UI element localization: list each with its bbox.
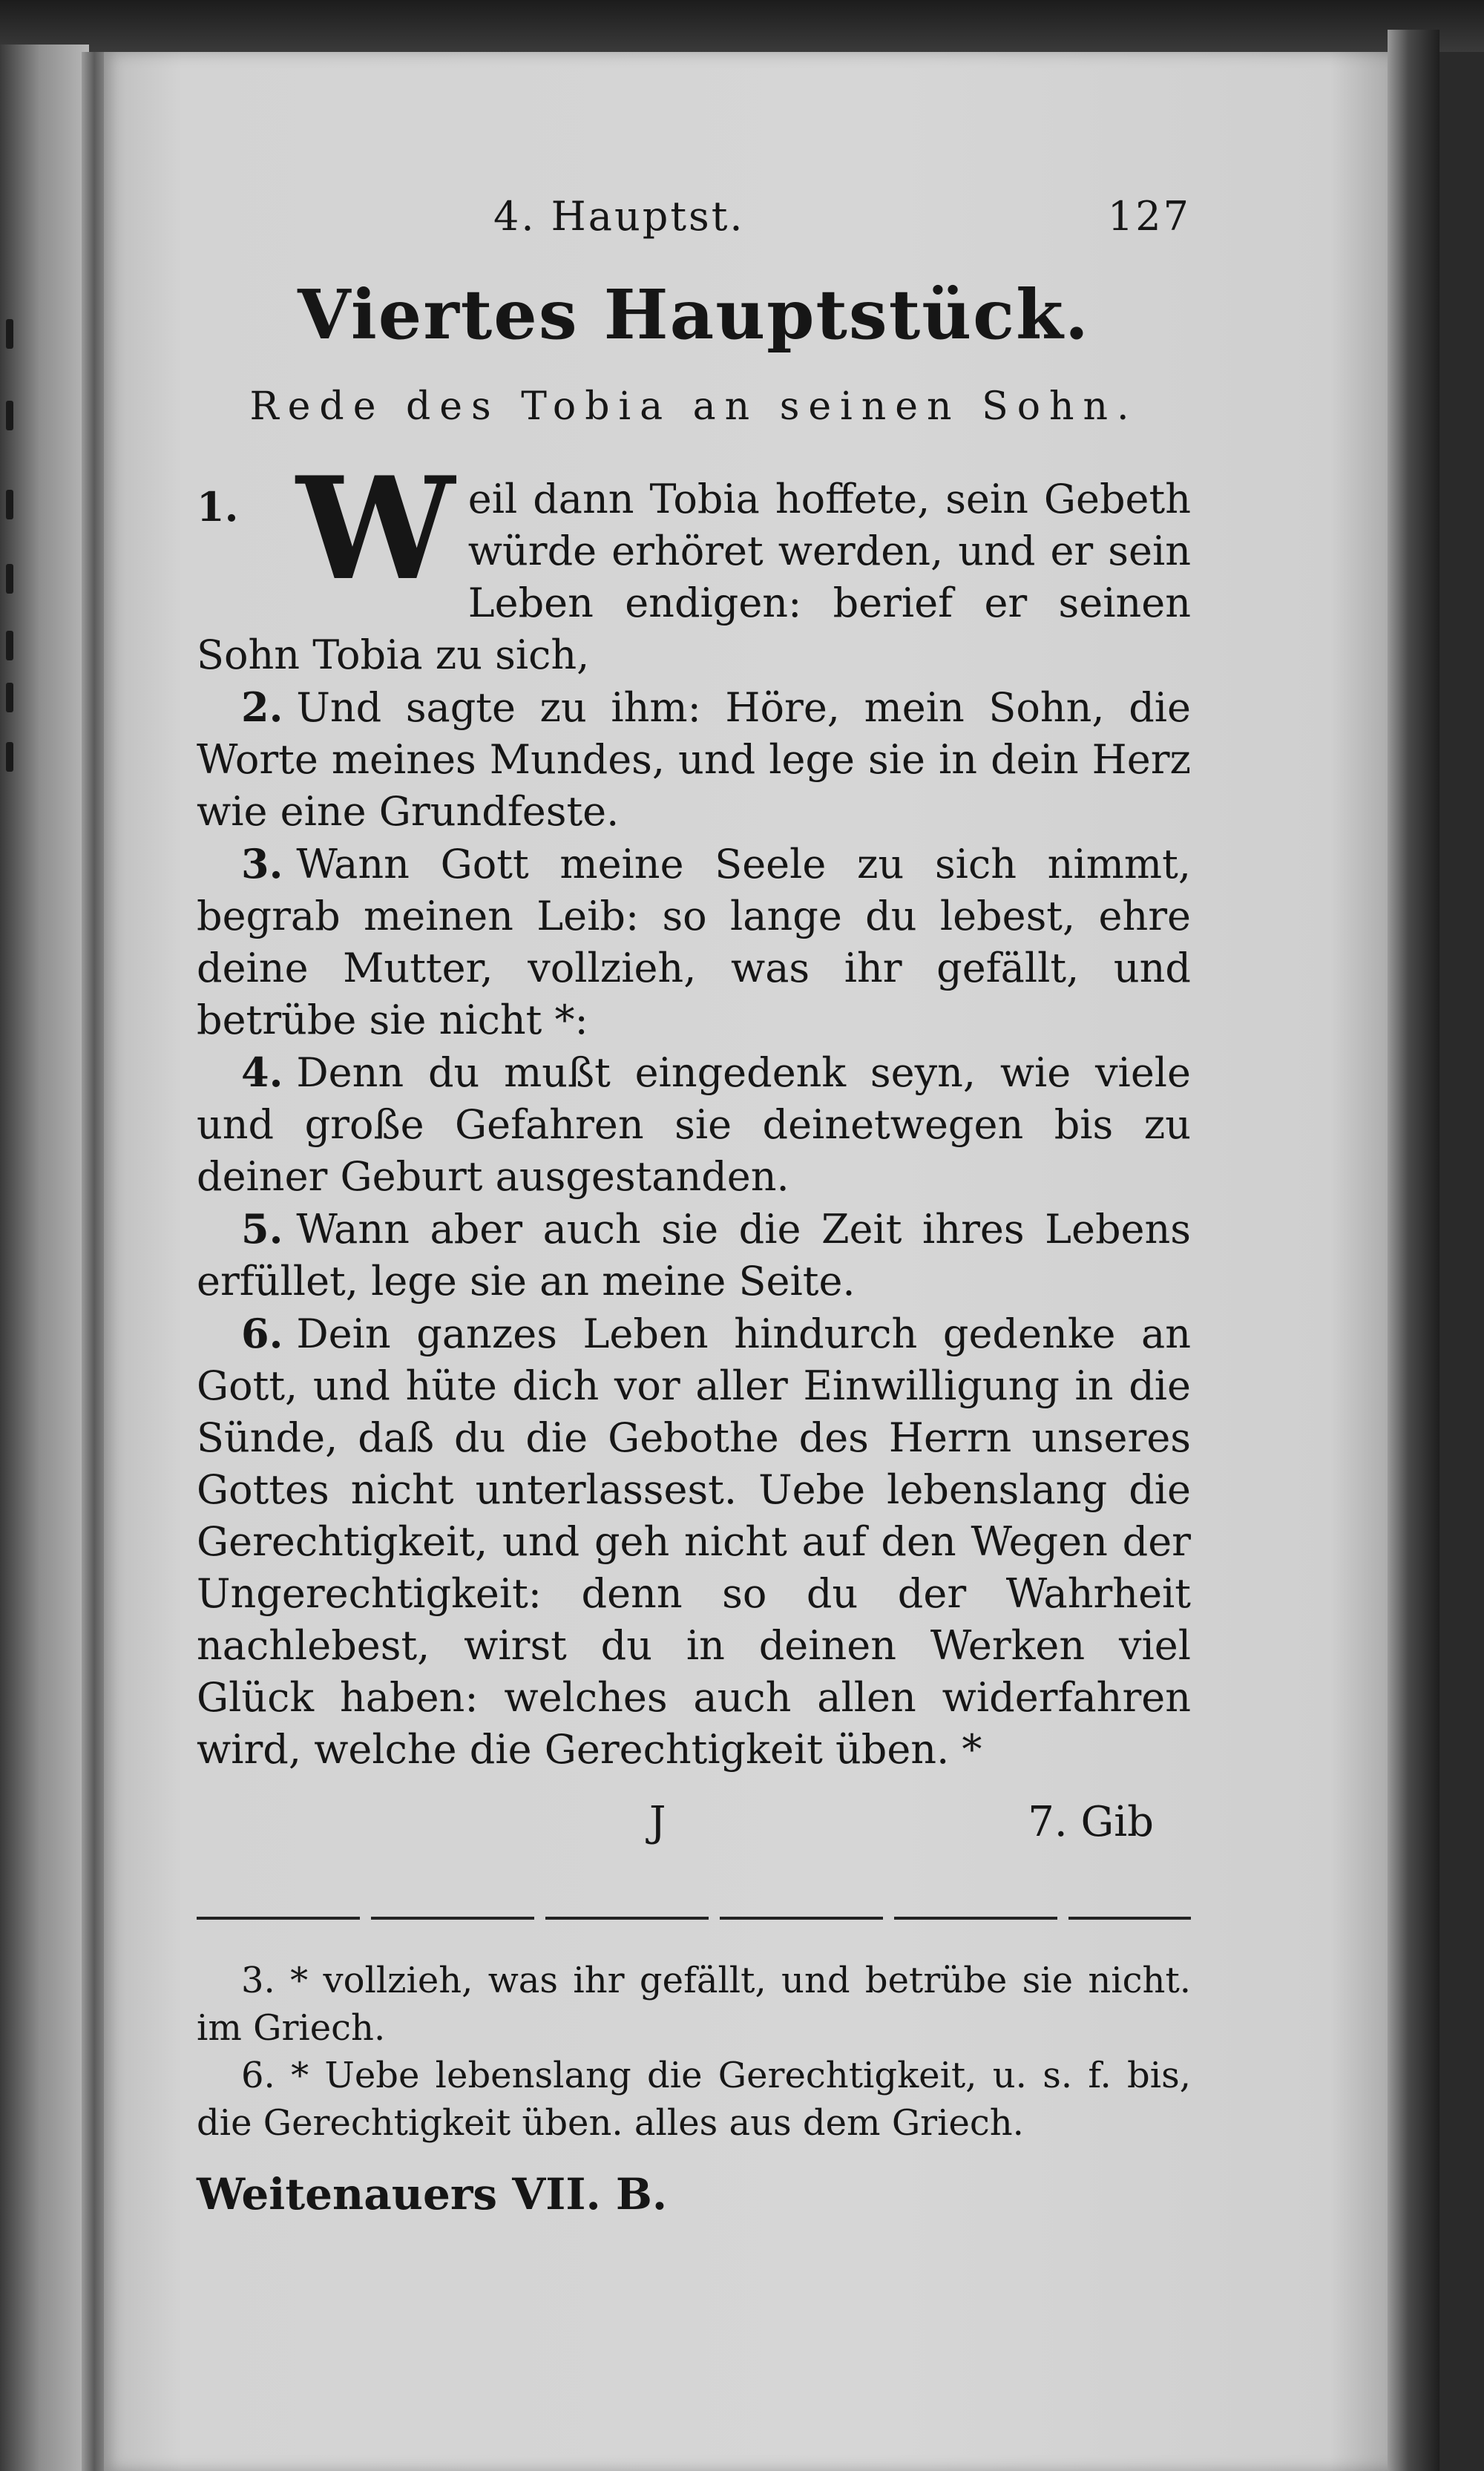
footnote-6: 6. * Uebe lebenslang die Gerechtigkeit, u. s. f. bis, die Gerechtigkeit üben. alles aus dem Griech. (197, 2055, 1191, 2144)
verse-number: 1. (197, 483, 239, 531)
left-page-text-remnants (6, 45, 28, 2471)
verse-2 (197, 681, 1191, 838)
verse-number: 3. (241, 840, 283, 887)
verse-number: 4. (241, 1049, 283, 1096)
footnote-3: 3. * vollzieh, was ihr gefällt, und betrübe sie nicht. im Griech. (197, 1960, 1191, 2049)
scan-top-border (0, 0, 1484, 52)
signature-mark: J (649, 1798, 666, 1846)
verse-text: Denn du mußt eingedenk seyn, wie viele und große Gefahren sie deinetwegen bis zu deiner Geburt ausgestanden. (197, 1049, 1191, 1200)
verse-5 (197, 1203, 1191, 1307)
verse-1 (197, 446, 1191, 681)
page-fore-edge (1388, 30, 1439, 2471)
left-page-edge (0, 45, 89, 2471)
drop-cap: W (296, 446, 455, 611)
catchword: 7. Gib (1028, 1798, 1154, 1846)
verse-text: eil dann Tobia hoffete, sein Gebeth würde erhöret werden, und er sein Leben endigen: berief er seinen Sohn Tobia zu sich, (197, 476, 1191, 678)
verse-text: Wann Gott meine Seele zu sich nimmt, begrab meinen Leib: so lange du lebest, ehre deine Mutter, vollzieh, was ihr gefällt, und betrübe sie nicht *: (197, 841, 1191, 1043)
verse-4 (197, 1046, 1191, 1203)
running-head-title: 4. Hauptst. (493, 193, 745, 240)
verse-text: Und sagte zu ihm: Höre, mein Sohn, die Worte meines Mundes, und lege sie in dein Herz wie eine Grundfeste. (197, 684, 1191, 835)
chapter-subtitle: Rede des Tobia an seinen Sohn. (249, 384, 1138, 429)
verse-text: Wann aber auch sie die Zeit ihres Lebens erfüllet, lege sie an meine Seite. (197, 1206, 1191, 1305)
verse-number: 2. (241, 683, 283, 731)
verse-text: Dein ganzes Leben hindurch gedenke an Gott, und hüte dich vor aller Einwilligung in die Sünde, daß du die Gebothe des Herrn unseres Gottes nicht unterlassest. Uebe lebenslang die Gerechtigkeit, und geh nicht auf den Wegen der Ungerechtigkeit: denn so du der Wahrheit nachlebest, wirst du in deinen Werken viel Glück haben: welches auch allen widerfahren wird, welche die Gerechtigkeit üben. * (197, 1310, 1191, 1773)
footnotes (197, 1957, 1191, 2147)
running-head (197, 178, 1191, 260)
page-number: 127 (1107, 193, 1191, 240)
verse-6 (197, 1307, 1191, 1776)
verse-number: 6. (241, 1310, 283, 1357)
footnote-rule (197, 1917, 1191, 1920)
chapter-title: Viertes Hauptstück. (298, 275, 1090, 355)
verse-number: 5. (241, 1205, 283, 1253)
catchline (197, 1791, 1191, 1857)
printer-signature-line: Weitenauers VII. B. (197, 2169, 668, 2219)
book-gutter (82, 52, 107, 2471)
verse-3 (197, 838, 1191, 1046)
page-content (197, 178, 1191, 2219)
